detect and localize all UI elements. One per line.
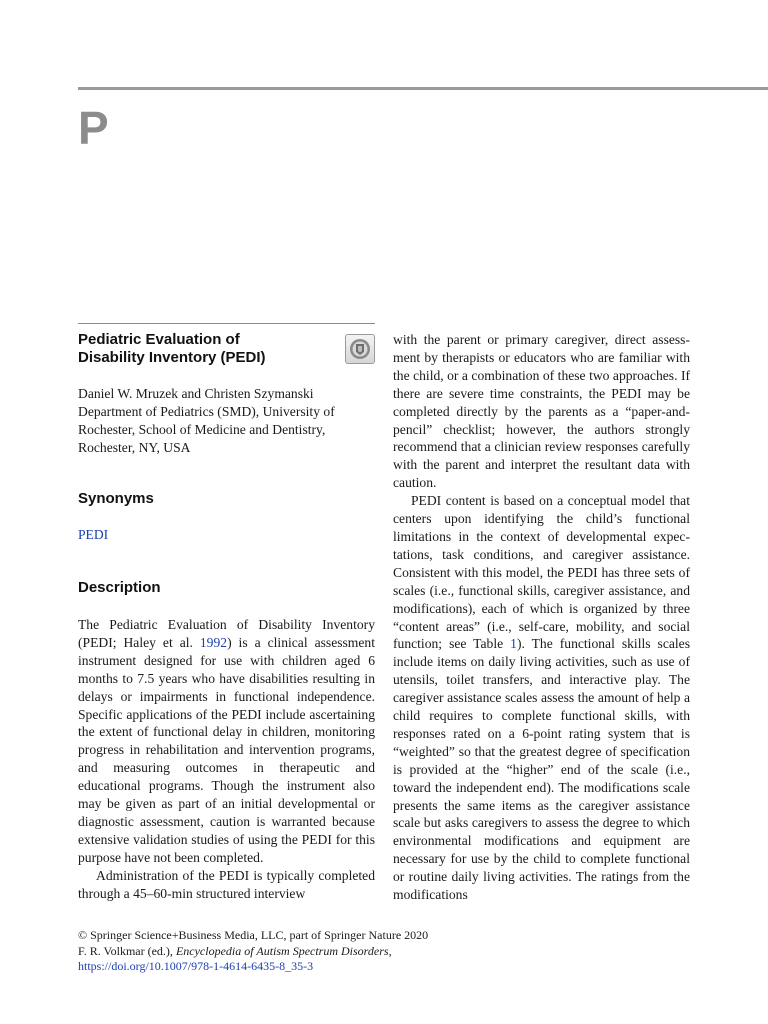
book-title: Encyclopedia of Autism Spectrum Disorders bbox=[175, 943, 389, 958]
copyright-line: © Springer Science+Business Media, LLC, part of Springer Nature 2020 bbox=[78, 928, 429, 942]
table-link-1[interactable]: 1 bbox=[510, 636, 517, 652]
description-paragraph: Administration of the PEDI is typically completed through a 45–60-min structured interview bbox=[78, 867, 375, 901]
synonyms-heading: Synonyms bbox=[78, 490, 154, 507]
chapter-letter: P bbox=[78, 102, 109, 154]
entry-rule bbox=[78, 323, 375, 324]
description-heading: Description bbox=[78, 579, 161, 596]
affiliation-line: Rochester, NY, USA bbox=[78, 440, 191, 455]
doi-link[interactable]: https://doi.org/10.1007/978-1-4614-6435-8_35-3 bbox=[78, 959, 314, 973]
description-right-column bbox=[393, 331, 690, 904]
description-left-column bbox=[78, 616, 375, 903]
check-for-updates-icon[interactable] bbox=[345, 334, 375, 364]
synonym-link-pedi[interactable]: PEDI bbox=[78, 527, 109, 542]
affiliation-line: Department of Pediatrics (SMD), University of bbox=[78, 404, 335, 419]
entry-title-line: Pediatric Evaluation of bbox=[78, 331, 240, 348]
entry-title bbox=[78, 331, 338, 367]
page-footer bbox=[78, 928, 598, 975]
description-paragraph: PEDI content is based on a conceptual model that centers upon identifying the child’s functional limitations in the context of developmental expectations, task conditions, and caregiver assistance. Consistent with this model, the PEDI has three sets of scales (i.e., functional skills, caregiver assistance, and modifications), each of which is organized by three “content areas” (i.e., self-care, mobility, and social function; see Table 1). The functional skills scales include items on daily living activities, such as use of utensils, toilet transfers, and interactive play. The caregiver assistance scales assess the amount of help a child requires to complete functional skills, with responses rated on a 6-point rating system that is “weighted” so that the greatest degree of specification is provided at the “higher” end of the scale (i.e., toward the independent end). The modifications scale presents the same items as the caregiver assistance scale but asks caregivers to assess the degree to which environmental modifications and equipment are necessary for use by the child to complete functional or routine daily living activities. The ratings from the modifications bbox=[393, 493, 690, 903]
author-block bbox=[78, 385, 378, 457]
top-rule bbox=[78, 87, 768, 90]
entry-title-line: Disability Inventory (PEDI) bbox=[78, 349, 266, 366]
reference-link-haley-1992[interactable]: 1992 bbox=[199, 634, 228, 650]
affiliation-line: Rochester, School of Medicine and Dentistry, bbox=[78, 422, 326, 437]
description-paragraph: with the parent or primary caregiver, direct assessment by therapists or educators who are familiar with the child, or a combination of these two approaches. If there are severe time constraints, the PEDI may be completed directly by the parents as a “paper-and-pencil” checklist; however, the authors strongly recommend that a clinician review responses carefully with the parent and interpret the resultant data with caution. bbox=[393, 332, 690, 491]
author-names: Daniel W. Mruzek and Christen Szymanski bbox=[78, 386, 314, 401]
description-paragraph: The Pediatric Evaluation of Disability Inventory (PEDI; Haley et al. 1992) is a clinical assessment instrument designed for use with children aged 6 months to 7.5 years who have disabilities resulting in delays or impairments in functional independence. Specific applications of the PEDI include ascertaining the extent of functional delay in children, monitoring progress in rehabilitation and intervention programs, and measuring outcomes in therapeutic and educational programs. Though the instrument also may be given as part of an initial developmental or diagnostic assessment, caution is warranted because extensive validation studies of using the PEDI for this purpose have not been completed. bbox=[78, 617, 375, 865]
citation-line: F. R. Volkmar (ed.), Encyclopedia of Autism Spectrum Disorders, bbox=[78, 943, 392, 958]
